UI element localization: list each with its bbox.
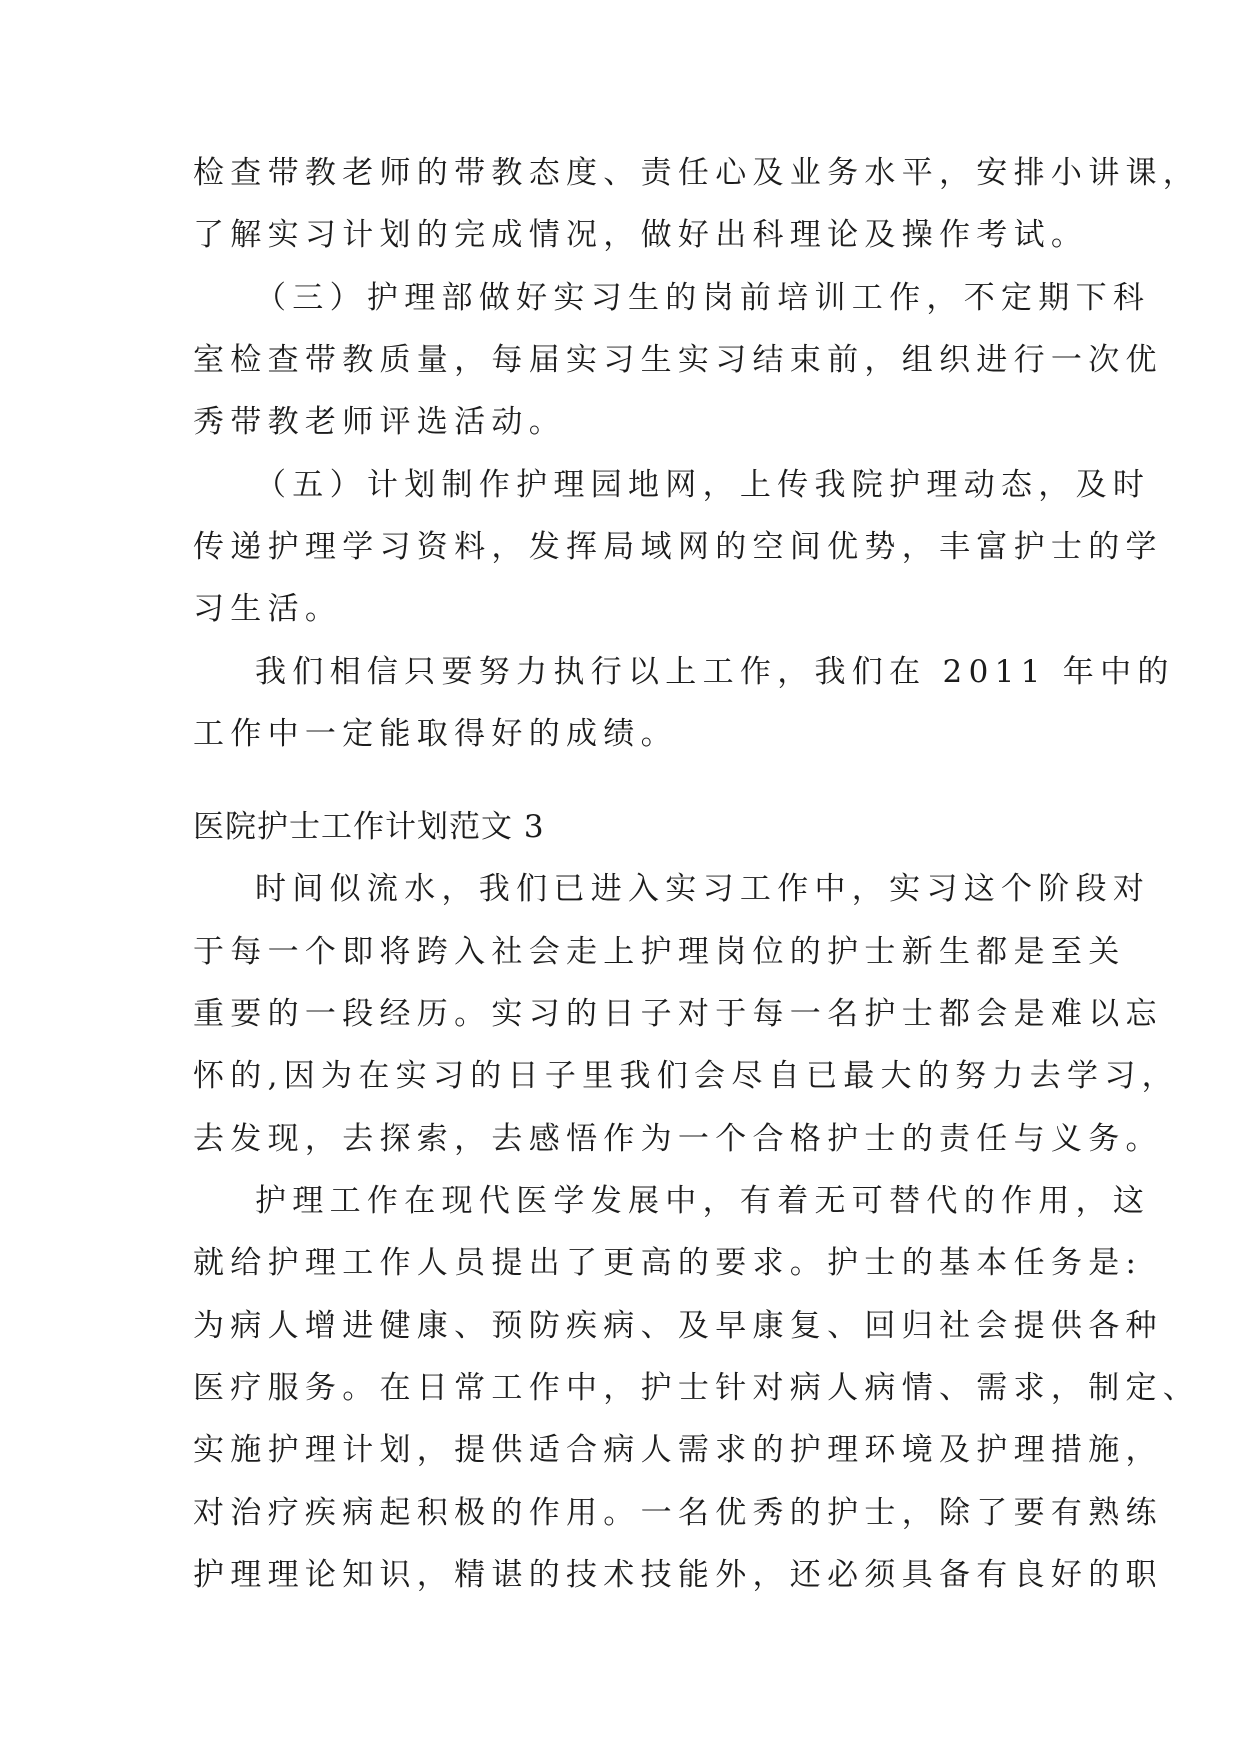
text-line: 重要的一段经历。实习的日子对于每一名护士都会是难以忘 bbox=[193, 996, 1163, 1032]
text-line: 检查带教老师的带教态度、责任心及业务水平，安排小讲课， bbox=[193, 155, 1201, 191]
text-line: 了解实习计划的完成情况，做好出科理论及操作考试。 bbox=[193, 217, 1089, 253]
text-line: 秀带教老师评选活动。 bbox=[193, 404, 566, 440]
text-line: 护理理论知识，精谌的技术技能外，还必须具备有良好的职 bbox=[193, 1557, 1163, 1593]
text-line: （三）护理部做好实习生的岗前培训工作，不定期下科 bbox=[255, 280, 1151, 316]
text-line: 室检查带教质量，每届实习生实习结束前，组织进行一次优 bbox=[193, 342, 1163, 378]
text-line: 实施护理计划，提供适合病人需求的护理环境及护理措施， bbox=[193, 1432, 1163, 1468]
text-line: 医疗服务。在日常工作中，护士针对病人病情、需求，制定、 bbox=[193, 1370, 1201, 1406]
text-line: 怀的,因为在实习的日子里我们会尽自已最大的努力去学习， bbox=[193, 1058, 1179, 1094]
text-line: 我们相信只要努力执行以上工作，我们在 2011 年中的 bbox=[255, 654, 1175, 690]
text-line: 为病人增进健康、预防疾病、及早康复、回归社会提供各种 bbox=[193, 1308, 1163, 1344]
text-line: 就给护理工作人员提出了更高的要求。护士的基本任务是: bbox=[193, 1245, 1143, 1281]
text-line: 护理工作在现代医学发展中，有着无可替代的作用，这 bbox=[255, 1183, 1151, 1219]
text-line: 于每一个即将跨入社会走上护理岗位的护士新生都是至关 bbox=[193, 934, 1126, 970]
text-line: 工作中一定能取得好的成绩。 bbox=[193, 716, 678, 752]
text-line: （五）计划制作护理园地网，上传我院护理动态，及时 bbox=[255, 467, 1151, 503]
text-line: 习生活。 bbox=[193, 591, 343, 627]
text-line: 对治疗疾病起积极的作用。一名优秀的护士，除了要有熟练 bbox=[193, 1495, 1163, 1531]
text-line: 去发现，去探索，去感悟作为一个合格护士的责任与义务。 bbox=[193, 1121, 1163, 1157]
text-line: 传递护理学习资料，发挥局域网的空间优势，丰富护士的学 bbox=[193, 529, 1163, 565]
text-line: 时间似流水，我们已进入实习工作中，实习这个阶段对 bbox=[255, 871, 1151, 907]
section-heading: 医院护士工作计划范文 3 bbox=[193, 809, 545, 845]
